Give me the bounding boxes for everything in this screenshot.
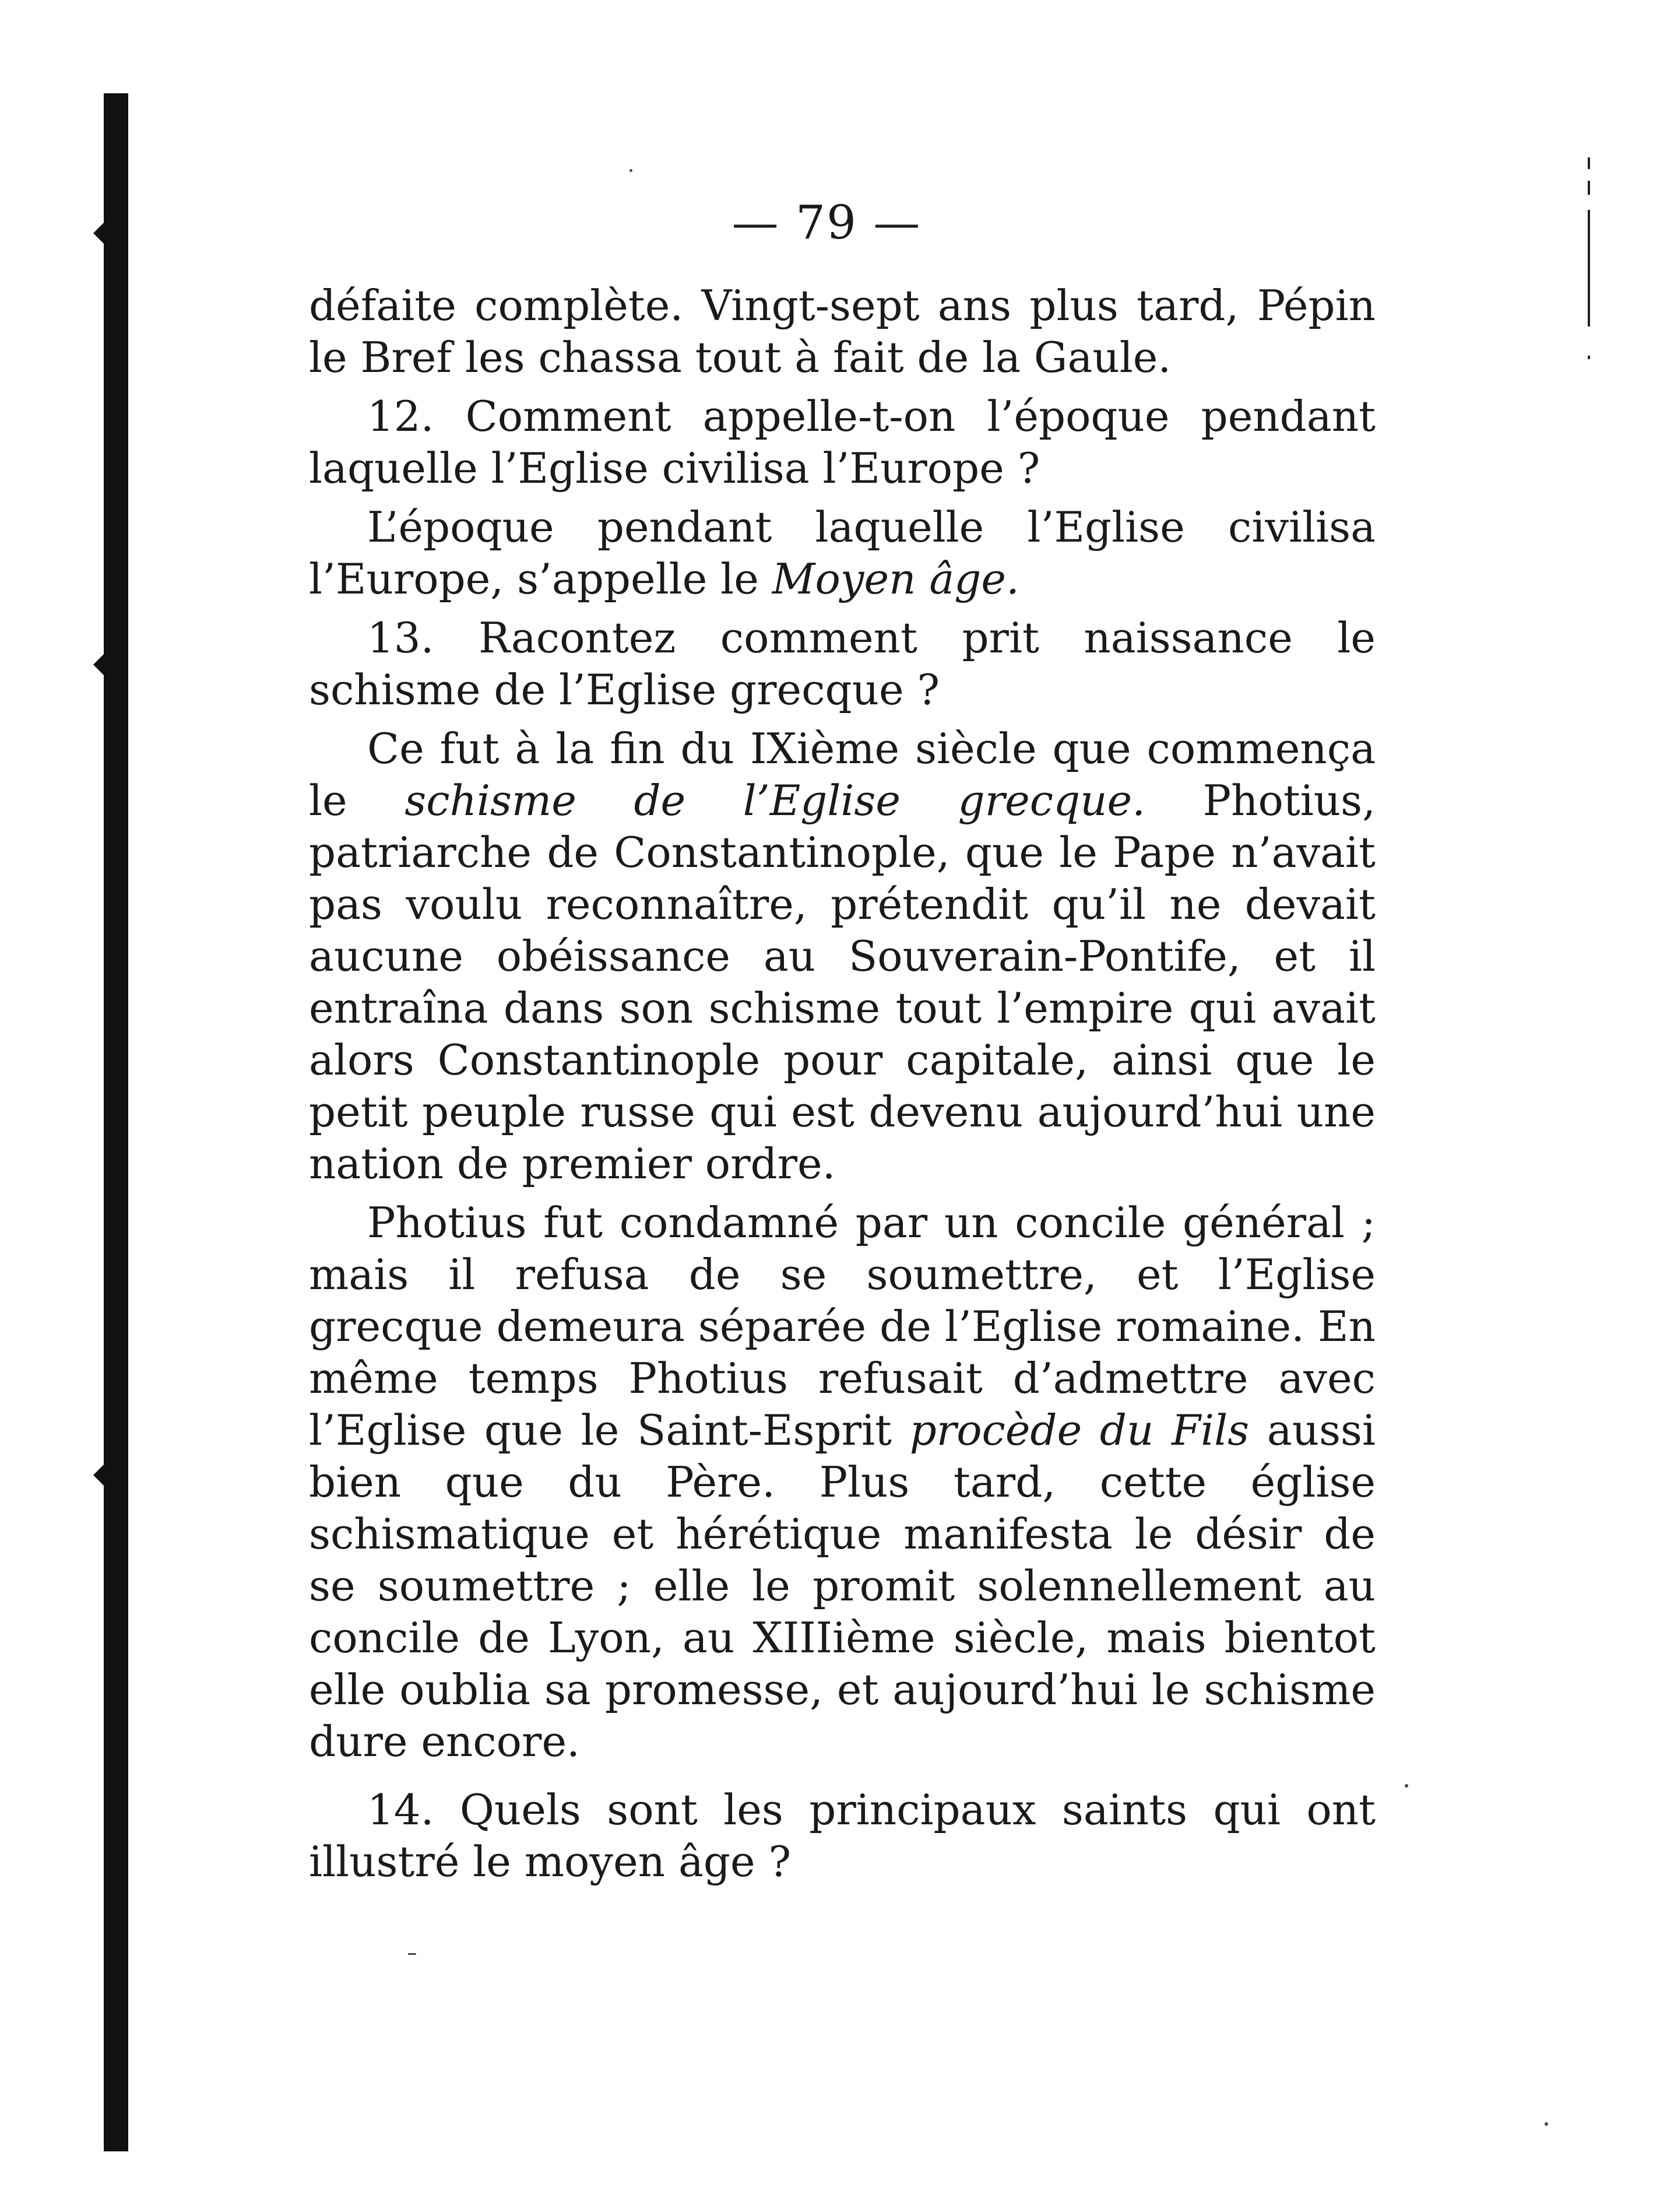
body-text xyxy=(309,280,1376,1895)
speck xyxy=(408,1953,416,1955)
answer-13b-tail: aussi bien que du Père. Plus tard, cette église schismatique et hérétique manifesta le désir de se soumettre ; elle le promit solennellement au concile de Lyon, au XIIIième siècle, mais bientot elle oublia sa promesse, et aujourd’hui le schisme dure encore. xyxy=(309,1406,1376,1766)
page-binding-edge xyxy=(104,93,128,2151)
speck xyxy=(1545,2122,1548,2126)
question-14: 14. Quels sont les principaux saints qui ont illustré le moyen âge ? xyxy=(309,1785,1376,1886)
binding-notch-middle xyxy=(93,647,111,682)
answer-13a-italic: schisme de l’Eglise grecque. xyxy=(405,776,1146,825)
answer-12-text: L’époque pendant laquelle l’Eglise civilisa l’Europe, s’appelle le xyxy=(309,503,1376,603)
answer-13-part-1 xyxy=(309,723,1376,1190)
page-number: — 79 — xyxy=(731,195,922,250)
speck xyxy=(1405,1784,1408,1788)
binding-notch-lower xyxy=(93,1458,111,1493)
answer-13b-italic: procède du Fils xyxy=(909,1406,1250,1455)
answer-12 xyxy=(309,501,1376,605)
answer-12-italic: Moyen âge. xyxy=(772,554,1019,603)
answer-13b-text: Photius fut condamné par un concile général ; mais il refusa de se soumettre, et l’Eglise grecque demeura séparée de l’Eglise romaine. En même temps Photius refusait d’admettre avec l’Eglise que le Saint-Esprit xyxy=(309,1198,1376,1455)
question-12: 12. Comment appelle-t-on l’époque pendant laquelle l’Eglise civilisa l’Europe ? xyxy=(309,392,1376,493)
answer-13a-tail: Photius, patriarche de Constantinople, que le Pape n’avait pas voulu reconnaître, prétendit qu’il ne devait aucune obéissance au Souverain-Pontife, et il entraîna dans son schisme tout l’empire qui avait alors Constantinople pour capitale, ainsi que le petit peuple russe qui est devenu aujourd’hui une nation de premier ordre. xyxy=(309,776,1376,1188)
answer-13a-text: Ce fut à la fin du IXième siècle que commença le xyxy=(309,724,1376,825)
paragraph-continuation: défaite complète. Vingt-sept ans plus tard, Pépin le Bref les chassa tout à fait de la Gaule. xyxy=(309,281,1376,382)
speck xyxy=(629,169,632,172)
right-margin-marks xyxy=(1585,157,1592,367)
answer-13-part-2 xyxy=(309,1197,1376,1768)
question-13: 13. Racontez comment prit naissance le schisme de l’Eglise grecque ? xyxy=(309,613,1376,714)
